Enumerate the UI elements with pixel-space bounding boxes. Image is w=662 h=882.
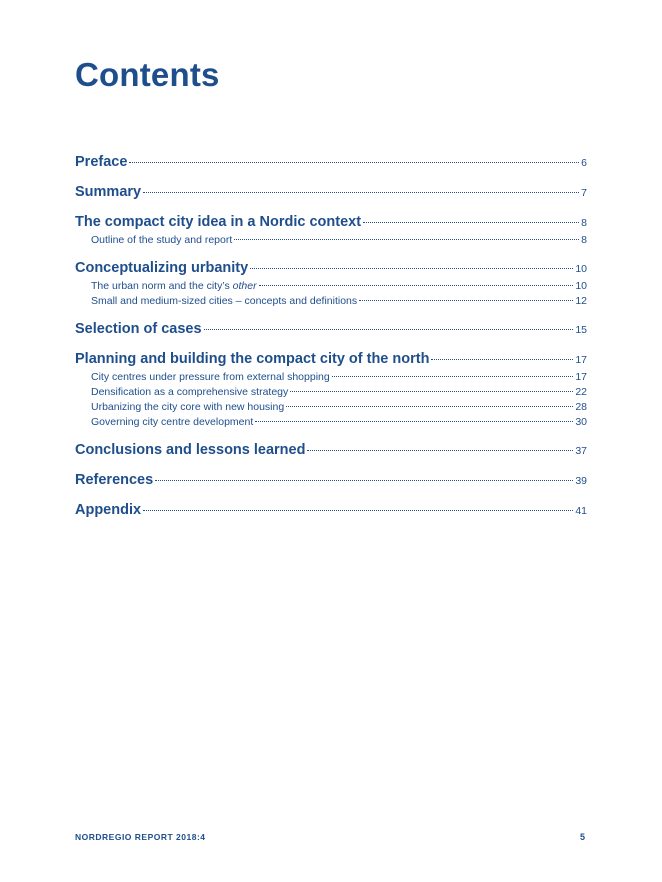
toc-entry-summary[interactable] [75, 184, 587, 200]
toc-entry-page: 8 [581, 217, 587, 229]
toc-entry-page: 15 [575, 324, 587, 336]
toc-entry-label: Conceptualizing urbanity [75, 260, 249, 276]
footer-page-number: 5 [580, 832, 586, 842]
toc-entry-conclusions[interactable] [75, 442, 587, 458]
toc-subentry-page: 10 [575, 280, 587, 292]
dot-leader [431, 359, 573, 360]
toc-entry-label: The compact city idea in a Nordic context [75, 214, 362, 230]
toc-entry-selection[interactable] [75, 321, 587, 337]
toc-subentry-governing[interactable] [75, 416, 587, 428]
dot-leader [143, 192, 579, 193]
dot-leader [286, 406, 573, 407]
toc-subentry-small-cities[interactable] [75, 295, 587, 307]
toc-subentry-page: 30 [575, 416, 587, 428]
toc-entry-page: 10 [575, 263, 587, 275]
toc-subentry-label: Governing city centre development [91, 416, 254, 428]
toc-entry-page: 6 [581, 157, 587, 169]
toc-entry-page: 41 [575, 505, 587, 517]
toc-subentry-page: 17 [575, 371, 587, 383]
dot-leader [155, 480, 573, 481]
toc-subentry-label: Outline of the study and report [91, 234, 233, 246]
dot-leader [307, 450, 573, 451]
toc-subentry-urban-norm[interactable] [75, 280, 587, 292]
toc-entry-label: Planning and building the compact city of the north [75, 351, 430, 367]
toc-entry-label: Summary [75, 184, 142, 200]
dot-leader [204, 329, 574, 330]
dot-leader [129, 162, 579, 163]
toc-subentry-urbanizing[interactable] [75, 401, 587, 413]
toc-entry-appendix[interactable] [75, 502, 587, 518]
toc-subentry-densification[interactable] [75, 386, 587, 398]
dot-leader [359, 300, 573, 301]
toc-entry-urbanity[interactable] [75, 260, 587, 276]
toc-subentry-page: 22 [575, 386, 587, 398]
dot-leader [332, 376, 574, 377]
footer-publication: NORDREGIO REPORT 2018:4 [75, 832, 206, 842]
toc-entry-page: 37 [575, 445, 587, 457]
toc-subentry-label: Urbanizing the city core with new housing [91, 401, 285, 413]
toc-subentry-label: Densification as a comprehensive strategy [91, 386, 289, 398]
toc-subentry-label: City centres under pressure from external shopping [91, 371, 330, 383]
toc-subentry-page: 8 [581, 234, 587, 246]
toc-entry-page: 39 [575, 475, 587, 487]
dot-leader [259, 285, 574, 286]
toc-subentry-page: 12 [575, 295, 587, 307]
toc-subentry-label [91, 280, 257, 292]
toc-entry-page: 7 [581, 187, 587, 199]
toc-entry-label: Appendix [75, 502, 142, 518]
table-of-contents [75, 154, 587, 518]
toc-entry-planning[interactable] [75, 351, 587, 367]
toc-entry-label: Conclusions and lessons learned [75, 442, 306, 458]
dot-leader [363, 222, 579, 223]
toc-entry-page: 17 [575, 354, 587, 366]
toc-subentry-label-emphasis: other [232, 280, 257, 292]
toc-entry-compact-city[interactable] [75, 214, 587, 230]
dot-leader [143, 510, 573, 511]
toc-entry-references[interactable] [75, 472, 587, 488]
dot-leader [290, 391, 573, 392]
toc-subentry-label-text: The urban norm and the city’s [91, 280, 233, 292]
page-title: Contents [75, 56, 220, 93]
toc-subentry-outline[interactable] [75, 234, 587, 246]
dot-leader [250, 268, 573, 269]
toc-subentry-page: 28 [575, 401, 587, 413]
dot-leader [255, 421, 573, 422]
dot-leader [234, 239, 579, 240]
toc-entry-label: References [75, 472, 154, 488]
toc-subentry-label: Small and medium-sized cities – concepts and definitions [91, 295, 358, 307]
toc-entry-preface[interactable] [75, 154, 587, 170]
toc-subentry-city-centres[interactable] [75, 371, 587, 383]
toc-entry-label: Preface [75, 154, 128, 170]
toc-entry-label: Selection of cases [75, 321, 202, 337]
